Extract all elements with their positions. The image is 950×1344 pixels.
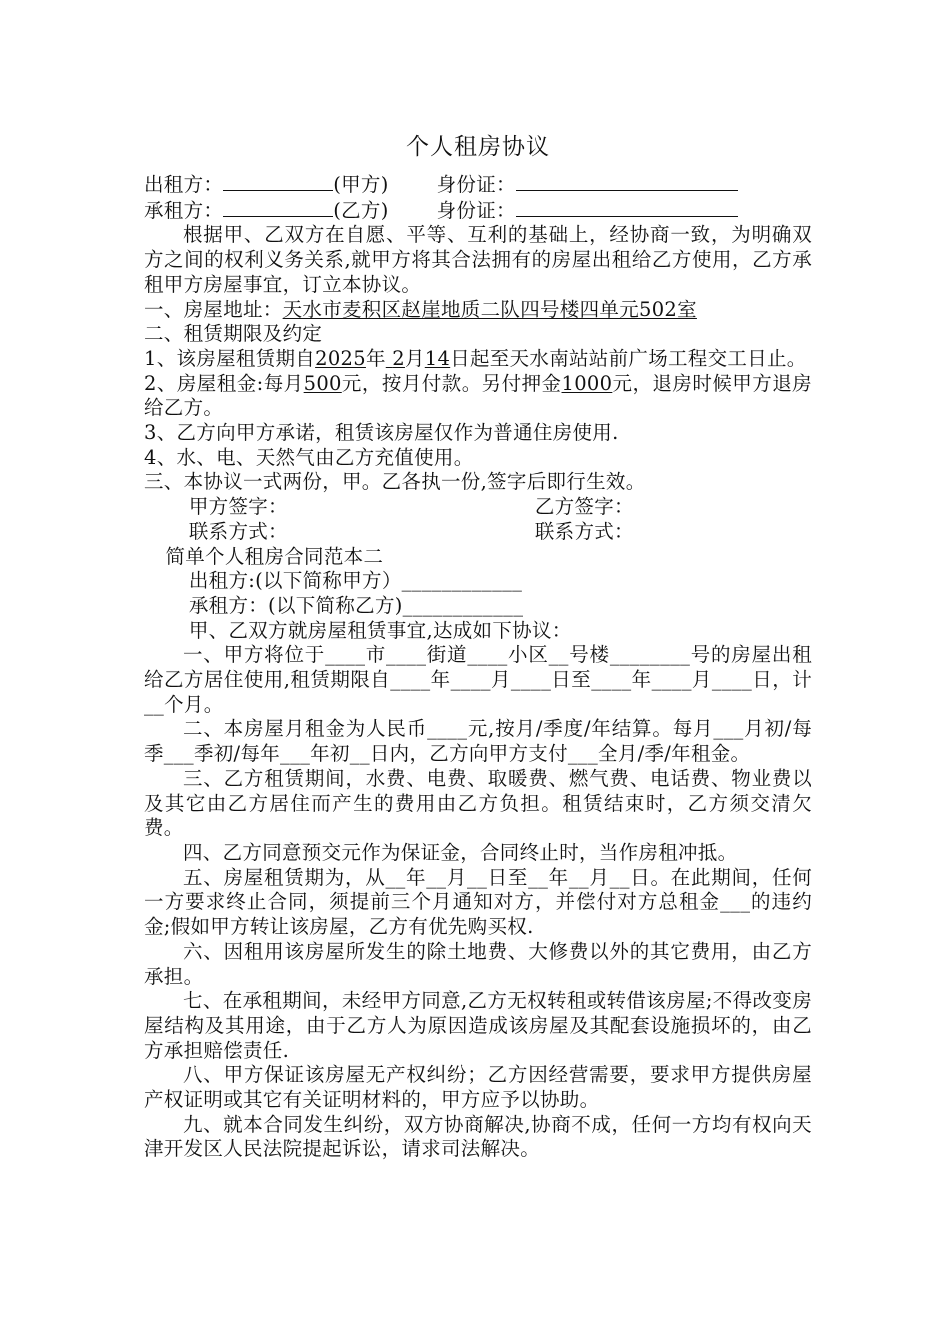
intro-paragraph: 根据甲、乙双方在自愿、平等、互利的基础上，经协商一致，为明确双方之间的权利义务关系,就甲方将其合法拥有的房屋出租给乙方使用，乙方承租甲方房屋事宜，订立本协议。 [144, 223, 812, 296]
clause-3: 三、乙方租赁期间，水费、电费、取暖费、燃气费、电话费、物业费以及其它由乙方居住而产生的费用由乙方负担。租赁结束时，乙方须交清欠费。 [144, 766, 812, 840]
start-day: 14 [424, 346, 451, 370]
utilities-item: 4、水、电、天然气由乙方充值使用。 [144, 445, 474, 469]
address-line [144, 298, 812, 323]
template2-preamble: 甲、乙双方就房屋租赁事宜,达成如下协议： [188, 618, 572, 642]
lessee-id-blank [516, 198, 738, 217]
lessor-label: 出租方： [144, 173, 224, 196]
monthly-rent: 500 [303, 371, 342, 395]
clause-5: 五、房屋租赁期为，从__年__月__日至__年__月__日。在此期间，任何一方要求终止合同，须提前三个月通知对方，并偿付对方总租金___的违约金;假如甲方转让该房屋，乙方有优先购买权. [144, 865, 812, 939]
lessor-id-blank [516, 172, 738, 191]
start-year: 2025 [315, 346, 366, 370]
lessee-id-label: 身份证： [436, 198, 516, 222]
item2-prefix: 2、房屋租金:每月 [144, 371, 304, 395]
section2-heading: 二、租赁期限及约定 [144, 322, 323, 346]
template2-lessor: 出租方:(以下简称甲方）____________ [188, 569, 523, 593]
lessee-name-blank [223, 198, 333, 217]
clause-7: 七、在承租期间，未经甲方同意,乙方无权转租或转借该房屋;不得改变房屋结构及其用途，由于乙方人为原因造成该房屋及其配套设施损坏的，由乙方承担赔偿责任. [144, 989, 812, 1062]
template2-lessee: 承租方：(以下简称乙方)____________ [188, 593, 524, 617]
document-page [144, 132, 812, 1162]
deposit-amount: 1000 [561, 371, 613, 395]
party-b-signature: 乙方签字： [534, 495, 634, 519]
year-unit: 年 [365, 346, 386, 370]
address-value: 天水市麦积区赵崖地质二队四号楼四单元502室 [282, 297, 697, 321]
lessee-label: 承租方： [144, 198, 224, 222]
lessor-name-blank [223, 172, 333, 191]
lease-term-item [144, 347, 812, 372]
item2-suffix: 元，退房时候甲方退房给乙方。 [144, 371, 812, 420]
document-title: 个人租房协议 [406, 134, 550, 160]
lessee-role: (乙方) [333, 198, 389, 222]
contact-row [144, 520, 812, 545]
item2-mid: 元，按月付款。另付押金 [341, 371, 562, 395]
usage-item: 3、乙方向甲方承诺，租赁该房屋仅作为普通住房使用. [144, 421, 619, 445]
rent-item [144, 372, 812, 421]
clause-9: 九、就本合同发生纠纷，双方协商解决,协商不成，任何一方均有权向天津开发区人民法院提起诉讼，请求司法解决。 [144, 1112, 812, 1161]
item1-prefix: 1、该房屋租赁期自 [144, 346, 316, 370]
clause-8: 八、甲方保证该房屋无产权纠纷；乙方因经营需要，要求甲方提供房屋产权证明或其它有关证明材料的，甲方应予以协助。 [144, 1063, 812, 1112]
signature-row [144, 495, 812, 520]
section3-line: 三、本协议一式两份，甲。乙各执一份,签字后即行生效。 [144, 470, 646, 494]
clause-4: 四、乙方同意预交元作为保证金，合同终止时，当作房租冲抵。 [183, 840, 738, 864]
start-month: 2 [392, 346, 405, 370]
section1-label: 一、房屋地址： [144, 297, 283, 321]
month-unit: 月 [404, 346, 425, 370]
lessor-id-label: 身份证： [436, 173, 516, 196]
lessor-role: (甲方) [333, 173, 389, 196]
template2-title: 简单个人租房合同范本二 [165, 544, 384, 568]
clause-1: 一、甲方将位于____市____街道____小区__号楼________号的房屋出租给乙方居住使用,租赁期限自____年____月____日至____年____月____日，计__个月。 [144, 643, 812, 716]
party-b-contact: 联系方式： [534, 519, 634, 543]
item1-suffix: 日起至天水南站站前广场工程交工日止。 [450, 346, 807, 370]
clause-2: 二、本房屋月租金为人民币____元,按月/季度/年结算。每月___月初/每季___季初/每年___年初__日内，乙方向甲方支付___全月/季/年租金。 [144, 717, 812, 766]
clause-6: 六、因租用该房屋所发生的除土地费、大修费以外的其它费用，由乙方承担。 [144, 939, 812, 988]
lessor-line [144, 172, 812, 198]
lessee-line [144, 198, 812, 224]
party-a-contact: 联系方式： [188, 519, 288, 543]
party-a-signature: 甲方签字： [188, 495, 288, 519]
